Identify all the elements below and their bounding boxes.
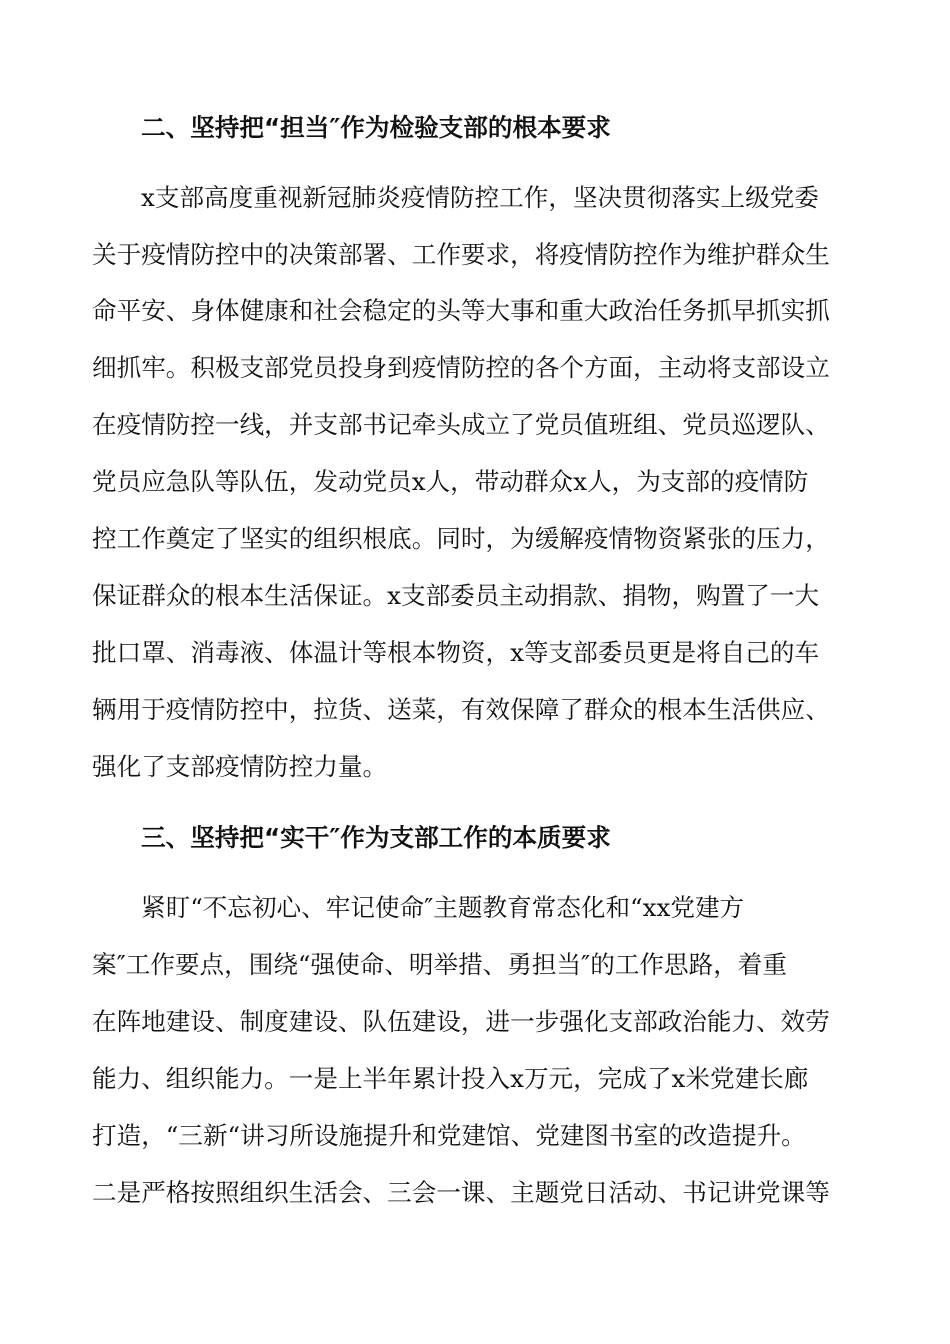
paragraph-line: 二是严格按照组织生活会、三会一课、主题党日活动、书记讲党课等 — [92, 1178, 830, 1207]
paragraph-line: 紧盯“不忘初心、牢记使命″主题教育常态化和“xx党建方 — [141, 893, 745, 922]
paragraph-line: 案″工作要点，围绕“强使命、明举措、勇担当″的工作思路，着重 — [92, 950, 787, 979]
paragraph-line: 在疫情防控一线，并支部书记牵头成立了党员值班组、党员巡逻队、 — [92, 410, 830, 439]
paragraph-line: x支部高度重视新冠肺炎疫情防控工作，坚决贯彻落实上级党委 — [141, 183, 819, 212]
section-heading-2: 二、坚持把“担当″作为检验支部的根本要求 — [141, 113, 611, 142]
paragraph-line: 命平安、身体健康和社会稳定的头等大事和重大政治任务抓早抓实抓 — [92, 296, 830, 325]
section-heading-3: 三、坚持把“实干″作为支部工作的本质要求 — [141, 823, 611, 852]
paragraph-line: 批口罩、消毒液、体温计等根本物资，x等支部委员更是将自己的车 — [92, 638, 820, 667]
paragraph-line: 细抓牢。积极支部党员投身到疫情防控的各个方面，主动将支部设立 — [92, 353, 830, 382]
paragraph-line: 控工作奠定了坚实的组织根底。同时，为缓解疫情物资紧张的压力， — [92, 524, 830, 553]
paragraph-line: 能力、组织能力。一是上半年累计投入x万元，完成了x米党建长廊 — [92, 1064, 809, 1093]
paragraph-line: 保证群众的根本生活保证。x支部委员主动捐款、捐物，购置了一大 — [92, 581, 820, 610]
paragraph-line: 关于疫情防控中的决策部署、工作要求，将疫情防控作为维护群众生 — [92, 240, 830, 269]
paragraph-line: 在阵地建设、制度建设、队伍建设，进一步强化支部政治能力、效劳 — [92, 1007, 830, 1036]
paragraph-line: 强化了支部疫情防控力量。 — [92, 752, 388, 781]
paragraph-line: 党员应急队等队伍，发动党员x人，带动群众x人，为支部的疫情防 — [92, 467, 809, 496]
paragraph-line: 辆用于疫情防控中，拉货、送菜，有效保障了群众的根本生活供应、 — [92, 695, 830, 724]
paragraph-line: 打造，“三新“讲习所设施提升和党建馆、党建图书室的改造提升。 — [92, 1121, 806, 1150]
